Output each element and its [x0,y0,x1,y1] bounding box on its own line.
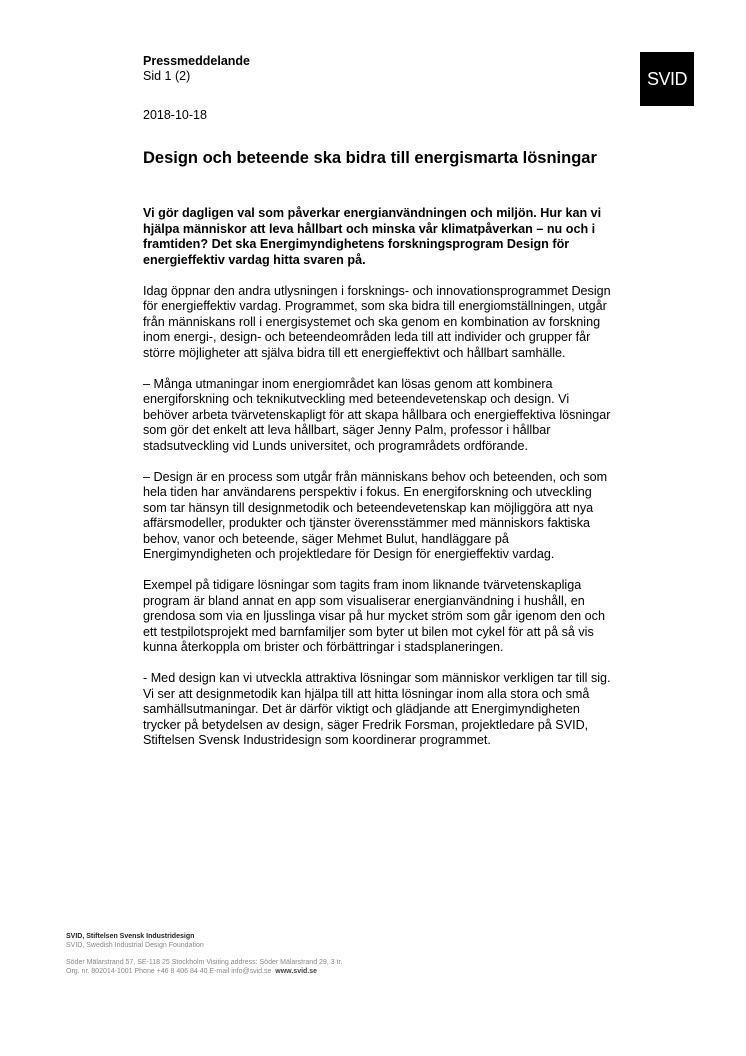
document-type: Pressmeddelande [143,54,250,68]
footer-address: Söder Mälarstrand 57, SE-118 25 Stockholm Visiting address: Söder Mälarstrand 29, 3 tr. [66,959,343,966]
page-number: Sid 1 (2) [143,69,191,83]
document-date: 2018-10-18 [143,108,207,122]
footer-contact-text: Org. nr. 802014-1001 Phone +46 8 406 84 40 E-mail info@svid.se [66,967,272,975]
body-paragraph: Idag öppnar den andra utlysningen i forsknings- och innovationsprogrammet Design för energieffektiv vardag. Programmet, som ska bidra till energiomställningen, utgår från människans roll i energisystemet och ska genom en kombination av forskning inom energi-, design- och beteendeområden leda till att individer och grupper får större möjligheter att själva bidra till ett energieffektivt och hållbart samhälle. [143,283,611,360]
document-body [143,206,613,764]
press-release-title: Design och beteende ska bidra till energismarta lösningar [143,149,597,167]
footer-org-name: SVID, Stiftelsen Svensk Industridesign [66,933,195,940]
body-paragraph: – Många utmaningar inom energiområdet kan lösas genom att kombinera energiforskning och teknikutveckling med beteendevetenskap och design. Vi behöver arbeta tvärvetenskapligt för att skapa hållbara och energieffektiva lösningar som gör det enkelt att leva hållbart, säger Jenny Palm, professor i hållbar stadsutveckling vid Lunds universitet, och programrådets ordförande. [143,376,611,453]
footer-contact [66,968,342,977]
body-paragraph: – Design är en process som utgår från människans behov och beteenden, och som hela tiden har användarens perspektiv i fokus. En energiforskning och utveckling som tar hänsyn till designmetodik och beteendevetenskap kan möjliggöra att nya affärsmodeller, produkter och tjänster överensstämmer med människors faktiska behov, vanor och beteende, säger Mehmet Bulut, handläggare på Energimyndigheten och projektledare för Design för energieffektiv vardag. [143,469,608,561]
body-paragraph: - Med design kan vi utveckla attraktiva lösningar som människor verkligen tar till sig. Vi ser att designmetodik kan hjälpa till att hitta lösningar inom alla stora och små samhällsutmaningar. Det är därför viktigt och glädjande att Energimyndigheten trycker på betydelsen av design, säger Fredrik Forsman, projektledare på SVID, Stiftelsen Svensk Industridesign som koordinerar programmet. [143,671,611,747]
footer-org-name-en: SVID, Swedish Industrial Design Foundation [66,941,204,949]
document-header [143,54,250,84]
footer-website-link[interactable]: www.svid.se [275,967,318,975]
lead-paragraph: Vi gör dagligen val som påverkar energianvändningen och miljön. Hur kan vi hjälpa människor att leva hållbart och minska vår klimatpåverkan – nu och i framtiden? Det ska Energimyndighetens forskningsprogram Design för energieffektiv vardag hitta svaren på. [143,206,602,267]
svid-logo: SVID [640,52,694,106]
body-paragraph: Exempel på tidigare lösningar som tagits fram inom liknande tvärvetenskapliga program är bland annat en app som visualiserar energianvändning i hushåll, en grendosa som via en ljusslinga visar på hur mycket ström som går igenom den och ett testpilotsprojekt med barnfamiljer som byter ut bilen mot cykel för att på så vis kunna återkoppla om brister och förbättringar i stadsplaneringen. [143,578,605,654]
document-footer [66,933,342,976]
